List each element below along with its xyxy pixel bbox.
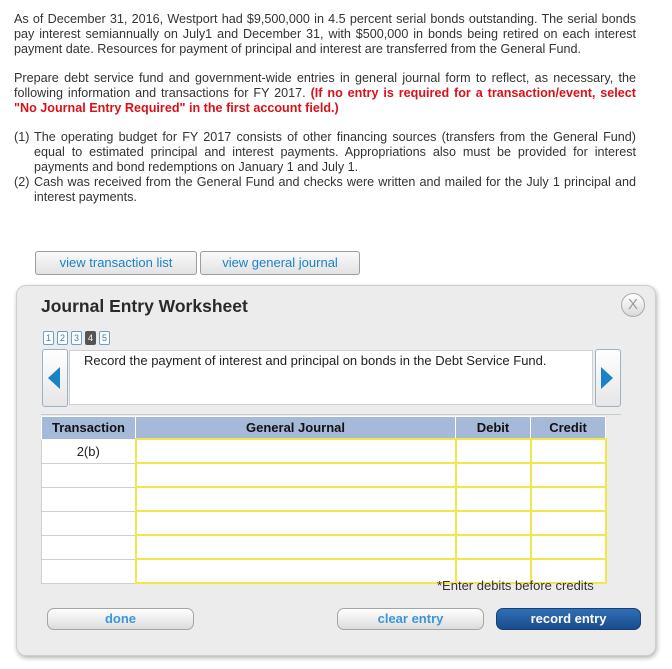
account-input[interactable]	[136, 559, 456, 583]
account-input[interactable]	[136, 535, 456, 559]
debit-input[interactable]	[456, 463, 531, 487]
record-entry-button[interactable]: record entry	[496, 608, 641, 630]
table-row	[42, 463, 606, 487]
journal-entry-worksheet	[16, 285, 656, 656]
debits-before-credits-note: *Enter debits before credits	[437, 578, 594, 593]
requirement-number: (1)	[14, 130, 30, 144]
no-entry-warning: (If no entry is required for a transaction/event, select "No Journal Entry Required" in the first account field.)	[14, 86, 637, 115]
requirements-list	[14, 130, 636, 205]
page-indicator	[43, 331, 110, 345]
arrow-left-icon	[48, 367, 61, 389]
entry-instruction: Record the payment of interest and principal on bonds in the Debt Service Fund.	[69, 350, 593, 405]
transaction-cell	[42, 559, 136, 583]
credit-input[interactable]	[531, 535, 606, 559]
column-header-general-journal: General Journal	[136, 417, 456, 440]
view-general-journal-button[interactable]: view general journal	[200, 251, 360, 275]
account-input[interactable]	[136, 511, 456, 535]
requirement-text: Cash was received from the General Fund and checks were written and mailed for the July 1 principal and interest payments.	[34, 175, 636, 204]
table-row	[42, 487, 606, 511]
column-header-transaction: Transaction	[42, 417, 136, 440]
problem-intro: As of December 31, 2016, Westport had $9,500,000 in 4.5 percent serial bonds outstanding. The serial bonds pay interest semiannually on July1 and December 31, with $500,000 in bonds being retired on each interest payment date. Resources for payment of principal and interest are transferred from the General Fund.	[14, 12, 636, 56]
credit-input[interactable]	[531, 487, 606, 511]
account-input[interactable]	[136, 463, 456, 487]
debit-input[interactable]	[456, 535, 531, 559]
table-header-row	[42, 417, 606, 440]
instructions-text: Prepare debt service fund and government-wide entries in general journal form to reflect, as necessary, the following information and transactions for FY 2017.	[14, 71, 636, 100]
transaction-cell	[42, 463, 136, 487]
journal-table	[41, 416, 607, 584]
debit-input[interactable]	[456, 511, 531, 535]
problem-text	[14, 12, 636, 205]
requirement-text: The operating budget for FY 2017 consists of other financing sources (transfers from the General Fund) equal to estimated principal and interest payments. Appropriations also must be provided for interest payments and bond redemptions on January 1 and July 1.	[34, 130, 636, 174]
requirement-item	[14, 175, 636, 205]
page-2[interactable]: 2	[57, 331, 68, 345]
divider	[41, 414, 621, 415]
requirement-number: (2)	[14, 175, 30, 189]
page-5[interactable]: 5	[99, 331, 110, 345]
column-header-debit: Debit	[456, 417, 531, 440]
requirement-item	[14, 130, 636, 175]
account-input[interactable]	[136, 439, 456, 463]
transaction-cell	[42, 535, 136, 559]
debit-input[interactable]	[456, 439, 531, 463]
arrow-right-icon	[601, 367, 614, 389]
next-entry-button[interactable]	[595, 349, 621, 407]
previous-entry-button[interactable]	[42, 349, 68, 407]
credit-input[interactable]	[531, 439, 606, 463]
transaction-cell: 2(b)	[42, 439, 136, 463]
page-3[interactable]: 3	[71, 331, 82, 345]
table-row	[42, 439, 606, 463]
table-row	[42, 511, 606, 535]
done-button[interactable]: done	[47, 608, 194, 630]
credit-input[interactable]	[531, 463, 606, 487]
transaction-cell	[42, 511, 136, 535]
transaction-cell	[42, 487, 136, 511]
page-1[interactable]: 1	[43, 331, 54, 345]
problem-instructions	[14, 71, 636, 116]
debit-input[interactable]	[456, 487, 531, 511]
table-row	[42, 535, 606, 559]
worksheet-title: Journal Entry Worksheet	[41, 296, 248, 316]
column-header-credit: Credit	[531, 417, 606, 440]
page-4-current[interactable]: 4	[85, 331, 96, 345]
view-transaction-list-button[interactable]: view transaction list	[35, 251, 197, 275]
credit-input[interactable]	[531, 511, 606, 535]
account-input[interactable]	[136, 487, 456, 511]
close-icon[interactable]: X	[621, 293, 645, 317]
clear-entry-button[interactable]: clear entry	[337, 608, 484, 630]
